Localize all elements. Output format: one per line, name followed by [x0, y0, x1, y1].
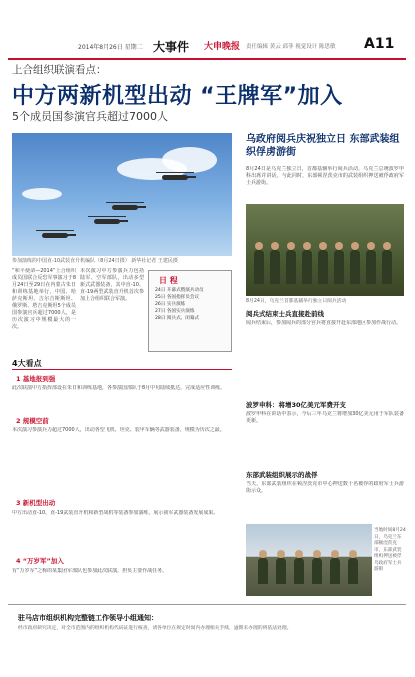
soldier-figure — [286, 250, 296, 284]
schedule-item: 24日 开幕式暨演兵动员 — [155, 288, 204, 293]
masthead — [8, 36, 406, 60]
helicopter-icon — [162, 175, 188, 180]
pow-parade-photo — [246, 524, 372, 596]
parade-photo — [246, 204, 404, 296]
photo-caption: 当地时间8月24日，乌克兰东部顿涅茨克市，东部武装组织押送被俘乌政府军士兵游街 — [374, 528, 406, 572]
right-subheading: 阅兵式结束士兵直接赴前线 — [246, 310, 324, 318]
section-name: 大事件 — [153, 40, 190, 54]
soldier-figure — [254, 250, 264, 284]
soldier-figure — [270, 250, 280, 284]
footer-notice — [8, 604, 406, 631]
highlight-heading: 2 规模空前 — [16, 417, 49, 425]
right-subheading: 波罗申科：将增30亿美元军费开支 — [246, 401, 347, 409]
cloud-shape — [162, 147, 217, 173]
soldier-figure — [330, 558, 340, 584]
soldier-figure — [366, 250, 376, 284]
article-text: 此次联演中方指挥部设在朱日和训练基地，各参演国部队于8月中旬陆续抵达，完成适应性训练。 — [12, 385, 226, 391]
helicopter-icon — [94, 219, 120, 224]
main-headline: 中方两新机型出动 “王牌军”加入 — [12, 84, 343, 109]
schedule-item: 28日 阅兵式、闭幕式 — [155, 316, 200, 321]
soldier-figure — [312, 558, 322, 584]
soldier-figure — [294, 558, 304, 584]
schedule-item: 25日 各国指挥员会议 — [155, 295, 200, 300]
soldier-figure — [348, 558, 358, 584]
article-text: 当天，东部武装组织在顿涅茨克市中心押送数十名被俘的政府军士兵游街示众。 — [246, 481, 404, 494]
schedule-item: 27日 各国实兵演练 — [155, 309, 195, 314]
soldier-figure — [318, 250, 328, 284]
schedule-title: 日 程 — [159, 276, 178, 285]
right-article-title: 乌政府阅兵庆祝独立日 东部武装组织俘虏游街 — [246, 134, 400, 158]
highlight-heading: 1 基地报到强 — [16, 375, 56, 383]
highlight-heading: 3 新机型出动 — [16, 499, 56, 507]
article-text: “和平使命—2014”上合组织成员国联合反恐军事演习于8月24日至29日在内蒙古朱日和训练基地举行，中国、哈萨克斯坦、吉尔吉斯斯坦、俄罗斯、塔吉克斯坦5个成员国参演官兵超过7000人，是历次演习中规模最大的一次。 — [12, 268, 76, 330]
helicopter-icon — [112, 205, 138, 210]
subheadline: 5个成员国参演官兵超过7000人 — [12, 110, 168, 123]
article-text: 本次演习中方参演兵力包括陆军、空军部队，出动多型新式武器装备，其中直-10、直-19两型武装直升机首次参加上合组织联合军演。 — [80, 268, 144, 302]
schedule-list — [155, 287, 227, 322]
page-number: A11 — [364, 36, 395, 52]
soldier-figure — [350, 250, 360, 284]
issue-date: 2014年8月26日 星期二 — [78, 44, 143, 51]
soldier-figure — [334, 250, 344, 284]
soldier-figure — [258, 558, 268, 584]
right-subheading: 东部武装组织展示的战俘 — [246, 471, 318, 479]
photo-caption: 参加演练的中国直-10武装直升机编队（8月24日摄） 新华社记者 王建民摄 — [12, 258, 178, 264]
cloud-shape — [22, 188, 62, 200]
highlight-heading: 4 “万岁军”加入 — [16, 557, 64, 565]
soldier-figure — [382, 250, 392, 284]
helicopter-photo — [12, 133, 232, 256]
notice-text: 经市政府研究决定，对全市范围内的组织机构代码证进行核查，请各单位在规定时间内办理相关手续，逾期未办理的将依法处理。 — [18, 626, 292, 631]
headline-kicker: 上合组织联演看点： — [12, 64, 107, 76]
editor-credits: 责任编辑 黄云 邱菲 视觉设计 陈思敏 — [246, 44, 336, 50]
highlights-title: 4大看点 — [12, 359, 42, 368]
article-text: 有“万岁军”之称的某集团军部队也参加此次联演，担负主要作战任务。 — [12, 568, 168, 574]
newspaper-logo: 大申晚报 — [204, 42, 241, 52]
soldier-figure — [276, 558, 286, 584]
article-text: 中方出动直-10、直-19武装直升机和新型战机等装备参加演练，展示我军武器装备发展成果。 — [12, 510, 219, 516]
notice-title: 驻马店市组织机构完整链工作领导小组通知： — [18, 614, 158, 622]
article-text: 阅兵结束后，参加阅兵的部分官兵将直接开赴东部地区参加作战行动。 — [246, 320, 402, 326]
schedule-box — [148, 270, 232, 352]
article-text: 波罗申科在讲话中表示，今后三年乌克兰将增加30亿美元用于军队装备更新。 — [246, 411, 404, 424]
helicopter-icon — [42, 233, 68, 238]
section-divider — [12, 369, 232, 370]
article-text: 8月24日是乌克兰独立日，首都基辅举行阅兵活动，乌克兰总统波罗申科出席并讲话。与此同时，东部顿涅茨克市的武装组织押送被俘政府军士兵游街。 — [246, 166, 404, 186]
schedule-item: 26日 实兵演练 — [155, 302, 186, 307]
soldier-figure — [302, 250, 312, 284]
article-text: 本次演习参演兵力超过7000人，出动各型飞机、坦克、装甲车辆等武器装备，规模为历次之最。 — [12, 427, 225, 433]
photo-caption: 8月24日，乌克兰首都基辅举行独立日阅兵活动 — [246, 299, 347, 304]
